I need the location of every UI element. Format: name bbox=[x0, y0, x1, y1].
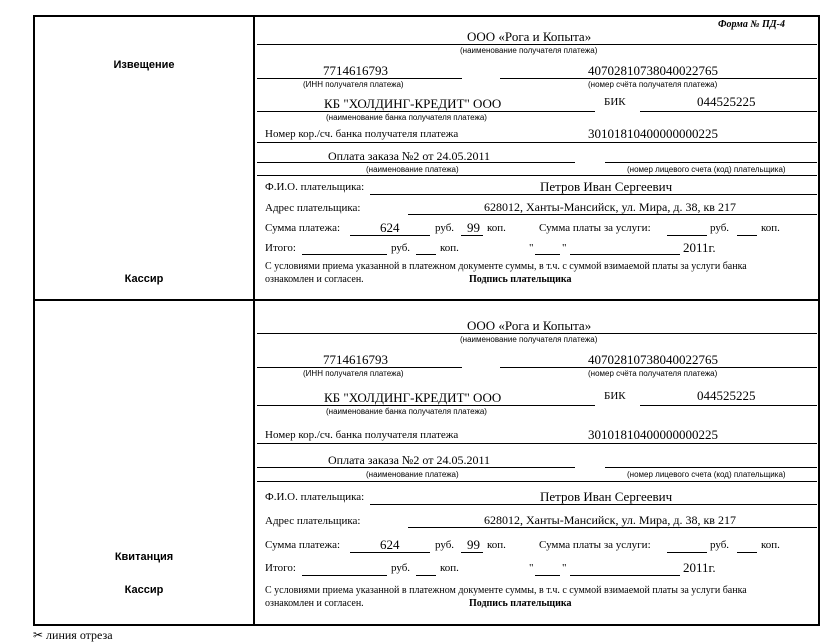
account-value: 40702810738040022765 bbox=[588, 352, 718, 367]
terms-text: С условиями приема указанной в платежном документе суммы, в т.ч. с суммой взимаемой платы за услуги банка bbox=[265, 585, 747, 596]
bik-value: 044525225 bbox=[697, 388, 756, 403]
sum-rub: 624 bbox=[380, 537, 400, 552]
total-label: Итого: bbox=[265, 242, 296, 254]
receipt-label: Квитанция bbox=[114, 551, 174, 563]
corr-value: 30101810400000000225 bbox=[588, 427, 718, 442]
notice-label: Извещение bbox=[113, 59, 175, 71]
account-caption: (номер счёта получателя платежа) bbox=[588, 80, 718, 89]
total-label: Итого: bbox=[265, 562, 296, 574]
bik-value: 044525225 bbox=[697, 94, 756, 109]
personal-caption: (номер лицевого счета (код) плательщика) bbox=[627, 165, 786, 174]
bank-caption: (наименование банка получателя платежа) bbox=[326, 113, 487, 122]
payer-address-label: Адрес плательщика: bbox=[265, 202, 361, 214]
account-value: 40702810738040022765 bbox=[588, 63, 718, 78]
inn-value: 7714616793 bbox=[323, 63, 388, 78]
purpose-caption: (наименование платежа) bbox=[366, 470, 459, 479]
payer-address-label: Адрес плательщика: bbox=[265, 515, 361, 527]
personal-caption: (номер лицевого счета (код) плательщика) bbox=[627, 470, 786, 479]
payer-name: Петров Иван Сергеевич bbox=[540, 179, 673, 194]
inn-value: 7714616793 bbox=[323, 352, 388, 367]
payer-name-label: Ф.И.О. плательщика: bbox=[265, 181, 365, 193]
payer-address: 628012, Ханты-Мансийск, ул. Мира, д. 38, кв 217 bbox=[484, 200, 736, 214]
cut-line: ✂ линия отреза bbox=[33, 628, 113, 642]
recipient-name: ООО «Рога и Копыта» bbox=[467, 318, 592, 333]
sum-label: Сумма платежа: bbox=[265, 539, 341, 551]
sum-kop: 99 bbox=[467, 220, 480, 235]
terms-text-2: ознакомлен и согласен. bbox=[265, 274, 364, 285]
form-number: Форма № ПД-4 bbox=[718, 19, 785, 30]
terms-text: С условиями приема указанной в платежном документе суммы, в т.ч. с суммой взимаемой платы за услуги банка bbox=[265, 261, 747, 272]
recipient-caption: (наименование получателя платежа) bbox=[460, 335, 598, 344]
corr-value: 30101810400000000225 bbox=[588, 126, 718, 141]
sum-kop: 99 bbox=[467, 537, 480, 552]
cashier-label-bottom: Кассир bbox=[124, 584, 164, 596]
service-label: Сумма платы за услуги: bbox=[539, 222, 651, 234]
recipient-caption: (наименование получателя платежа) bbox=[460, 46, 598, 55]
inn-caption: (ИНН получателя платежа) bbox=[303, 80, 404, 89]
payment-purpose: Оплата заказа №2 от 24.05.2011 bbox=[328, 453, 491, 467]
bank-name: КБ "ХОЛДИНГ-КРЕДИТ" ООО bbox=[324, 390, 502, 405]
payer-signature: Подпись плательщика bbox=[469, 274, 572, 285]
bank-caption: (наименование банка получателя платежа) bbox=[326, 407, 487, 416]
purpose-caption: (наименование платежа) bbox=[366, 165, 459, 174]
year: 2011г. bbox=[683, 560, 716, 575]
inn-caption: (ИНН получателя платежа) bbox=[303, 369, 404, 378]
account-caption: (номер счёта получателя платежа) bbox=[588, 369, 718, 378]
bik-label: БИК bbox=[604, 96, 626, 108]
section-divider bbox=[35, 299, 818, 301]
payment-form: Извещение Кассир Квитанция Кассир Форма № ПД-4 ООО «Рога и Копыта» (наименование получателя платежа) 7714616793 40702810738040022765 (ИНН получателя платежа) (номер счёта получателя платежа) КБ "ХОЛДИНГ-КРЕДИТ" ООО БИК 044525225 (наименование банка получателя платежа) Номер кор./сч. банка получателя платежа 30101810400000000225 Оплата заказа №2 от 24.05.2011 (наименование платежа) (номер лицевого счета (код) плательщика) Ф.И.О. плательщика: Петров Иван Сергеевич Адрес плательщика: 628012, Ханты-Мансийск, ул. Мира, д. 38, кв 217 Сумма платежа: 624 руб. 99 коп. Сумма платы за услуги: руб. коп. Итого: руб. коп. " " 2011г. С условиями приема указанной в платежном документе суммы, в т.ч. с суммой взимаемой платы за услуги банка ознакомлен и согласен. Подпись плательщика ООО «Рога и Копыта» (наименование получателя платежа) 7714616793 40702810738040022765 (ИНН получателя платежа) (номер счёта получателя платежа) КБ "ХОЛДИНГ-КРЕДИТ" ООО БИК 044525225 (наименование банка получателя платежа) Номер кор./сч. банка получателя платежа 30101810400000000225 Оплата заказа №2 от 24.05.2011 (наименование платежа) (номер лицевого счета (код) плательщика) Ф.И.О. плательщика: Петров Иван Сергеевич Адрес плательщика: 628012, Ханты-Мансийск, ул. Мира, д. 38, кв 217 Сумма платежа: 624 руб. 99 коп. Сумма платы за услуги: руб. коп. Итого: руб. коп. " " 2011г. С условиями приема указанной в платежном документе суммы, в т.ч. с суммой взимаемой платы за услуги банка ознакомлен и согласен. Подпись плательщика bbox=[33, 15, 820, 626]
payer-signature: Подпись плательщика bbox=[469, 598, 572, 609]
column-divider bbox=[253, 17, 255, 624]
payer-name: Петров Иван Сергеевич bbox=[540, 489, 673, 504]
sum-rub: 624 bbox=[380, 220, 400, 235]
corr-label: Номер кор./сч. банка получателя платежа bbox=[265, 429, 459, 441]
payer-address: 628012, Ханты-Мансийск, ул. Мира, д. 38, кв 217 bbox=[484, 513, 736, 527]
cashier-label-top: Кассир bbox=[124, 273, 164, 285]
corr-label: Номер кор./сч. банка получателя платежа bbox=[265, 128, 459, 140]
service-label: Сумма платы за услуги: bbox=[539, 539, 651, 551]
terms-text-2: ознакомлен и согласен. bbox=[265, 598, 364, 609]
year: 2011г. bbox=[683, 240, 716, 255]
bik-label: БИК bbox=[604, 390, 626, 402]
payer-name-label: Ф.И.О. плательщика: bbox=[265, 491, 365, 503]
bank-name: КБ "ХОЛДИНГ-КРЕДИТ" ООО bbox=[324, 96, 502, 111]
payment-purpose: Оплата заказа №2 от 24.05.2011 bbox=[328, 149, 491, 163]
recipient-name: ООО «Рога и Копыта» bbox=[467, 29, 592, 44]
sum-label: Сумма платежа: bbox=[265, 222, 341, 234]
